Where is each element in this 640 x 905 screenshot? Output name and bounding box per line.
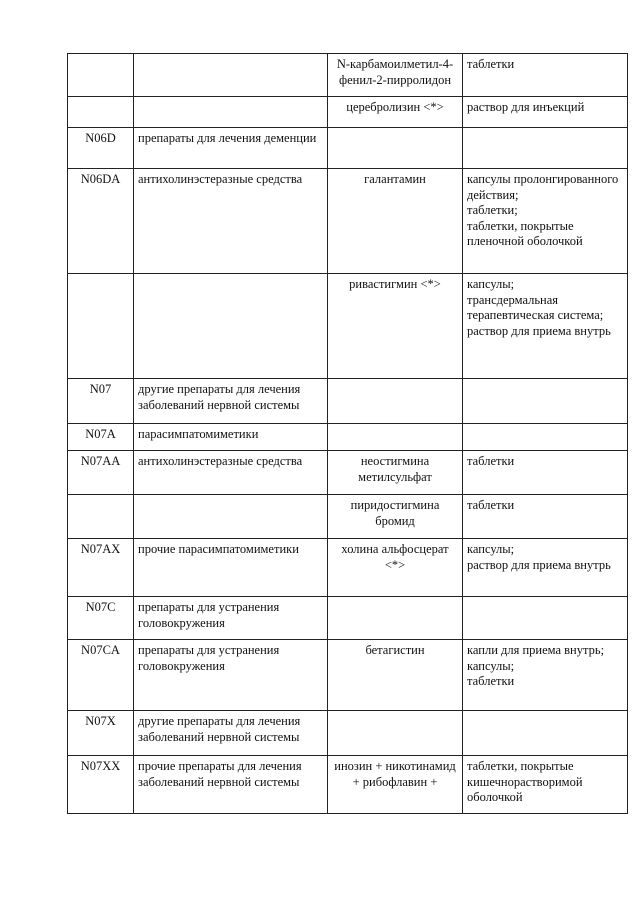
- form-cell: [463, 711, 628, 756]
- table-row: [68, 424, 628, 451]
- table-row: [68, 711, 628, 756]
- group-cell: [134, 97, 328, 128]
- group-cell: прочие парасимпатомиметики: [134, 539, 328, 597]
- form-line: таблетки: [467, 674, 515, 688]
- table-row: [68, 640, 628, 711]
- form-cell: [463, 128, 628, 169]
- code-cell: [68, 54, 134, 97]
- group-cell: антихолинэстеразные средства: [134, 451, 328, 495]
- form-cell: [463, 169, 628, 274]
- form-cell: [463, 539, 628, 597]
- table-row: [68, 597, 628, 640]
- group-cell: антихолинэстеразные средства: [134, 169, 328, 274]
- group-cell: препараты для устранения головокружения: [134, 640, 328, 711]
- table-row: [68, 539, 628, 597]
- code-cell: [68, 274, 134, 379]
- form-cell: [463, 597, 628, 640]
- code-cell: N07: [68, 379, 134, 424]
- inn-cell: [328, 711, 463, 756]
- form-cell: таблетки: [463, 451, 628, 495]
- form-cell: таблетки: [463, 495, 628, 539]
- form-line: капсулы;: [467, 542, 515, 556]
- form-line: капли для приема внутрь;: [467, 643, 605, 657]
- table-row: [68, 54, 628, 97]
- form-cell: [463, 379, 628, 424]
- inn-cell: бетагистин: [328, 640, 463, 711]
- code-cell: N06D: [68, 128, 134, 169]
- inn-cell: [328, 379, 463, 424]
- form-cell: [463, 640, 628, 711]
- inn-cell: галантамин: [328, 169, 463, 274]
- group-cell: [134, 495, 328, 539]
- table-row: [68, 169, 628, 274]
- form-line: раствор для приема внутрь: [467, 323, 611, 338]
- form-cell: таблетки, покрытые кишечнорастворимой оболочкой: [463, 756, 628, 814]
- form-cell: раствор для инъекций: [463, 97, 628, 128]
- inn-cell: [328, 424, 463, 451]
- form-line: таблетки, покрытые пленочной оболочкой: [467, 218, 583, 248]
- form-cell: [463, 424, 628, 451]
- inn-cell: ривастигмин <*>: [328, 274, 463, 379]
- form-line: трансдермальная терапевтическая система;: [467, 292, 604, 322]
- group-cell: [134, 54, 328, 97]
- drug-classification-table: [67, 53, 628, 814]
- code-cell: N07AA: [68, 451, 134, 495]
- table-row: [68, 97, 628, 128]
- form-line: раствор для приема внутрь: [467, 557, 611, 572]
- form-line: капсулы;: [467, 277, 515, 291]
- inn-cell: инозин + никотинамид + рибофлавин +: [328, 756, 463, 814]
- code-cell: N06DA: [68, 169, 134, 274]
- group-cell: другие препараты для лечения заболеваний нервной системы: [134, 379, 328, 424]
- code-cell: N07AX: [68, 539, 134, 597]
- form-cell: таблетки: [463, 54, 628, 97]
- group-cell: препараты для лечения деменции: [134, 128, 328, 169]
- group-cell: препараты для устранения головокружения: [134, 597, 328, 640]
- inn-cell: холина альфосцерат <*>: [328, 539, 463, 597]
- inn-cell: пиридостигмина бромид: [328, 495, 463, 539]
- form-line: капсулы;: [467, 658, 515, 673]
- code-cell: [68, 495, 134, 539]
- code-cell: N07X: [68, 711, 134, 756]
- group-cell: другие препараты для лечения заболеваний нервной системы: [134, 711, 328, 756]
- table-row: [68, 756, 628, 814]
- inn-cell: [328, 597, 463, 640]
- inn-cell: неостигмина метилсульфат: [328, 451, 463, 495]
- form-cell: [463, 274, 628, 379]
- table-body: [68, 54, 628, 814]
- group-cell: [134, 274, 328, 379]
- form-line: таблетки;: [467, 203, 518, 217]
- group-cell: прочие препараты для лечения заболеваний нервной системы: [134, 756, 328, 814]
- code-cell: N07XX: [68, 756, 134, 814]
- table-row: [68, 274, 628, 379]
- code-cell: N07CA: [68, 640, 134, 711]
- inn-cell: N-карбамоилметил-4-фенил-2-пирролидон: [328, 54, 463, 97]
- form-line: капсулы пролонгированного действия;: [467, 172, 619, 202]
- code-cell: N07A: [68, 424, 134, 451]
- code-cell: [68, 97, 134, 128]
- group-cell: парасимпатомиметики: [134, 424, 328, 451]
- code-cell: N07C: [68, 597, 134, 640]
- inn-cell: [328, 128, 463, 169]
- table-row: [68, 379, 628, 424]
- inn-cell: церебролизин <*>: [328, 97, 463, 128]
- table-row: [68, 451, 628, 495]
- table-row: [68, 495, 628, 539]
- table-row: [68, 128, 628, 169]
